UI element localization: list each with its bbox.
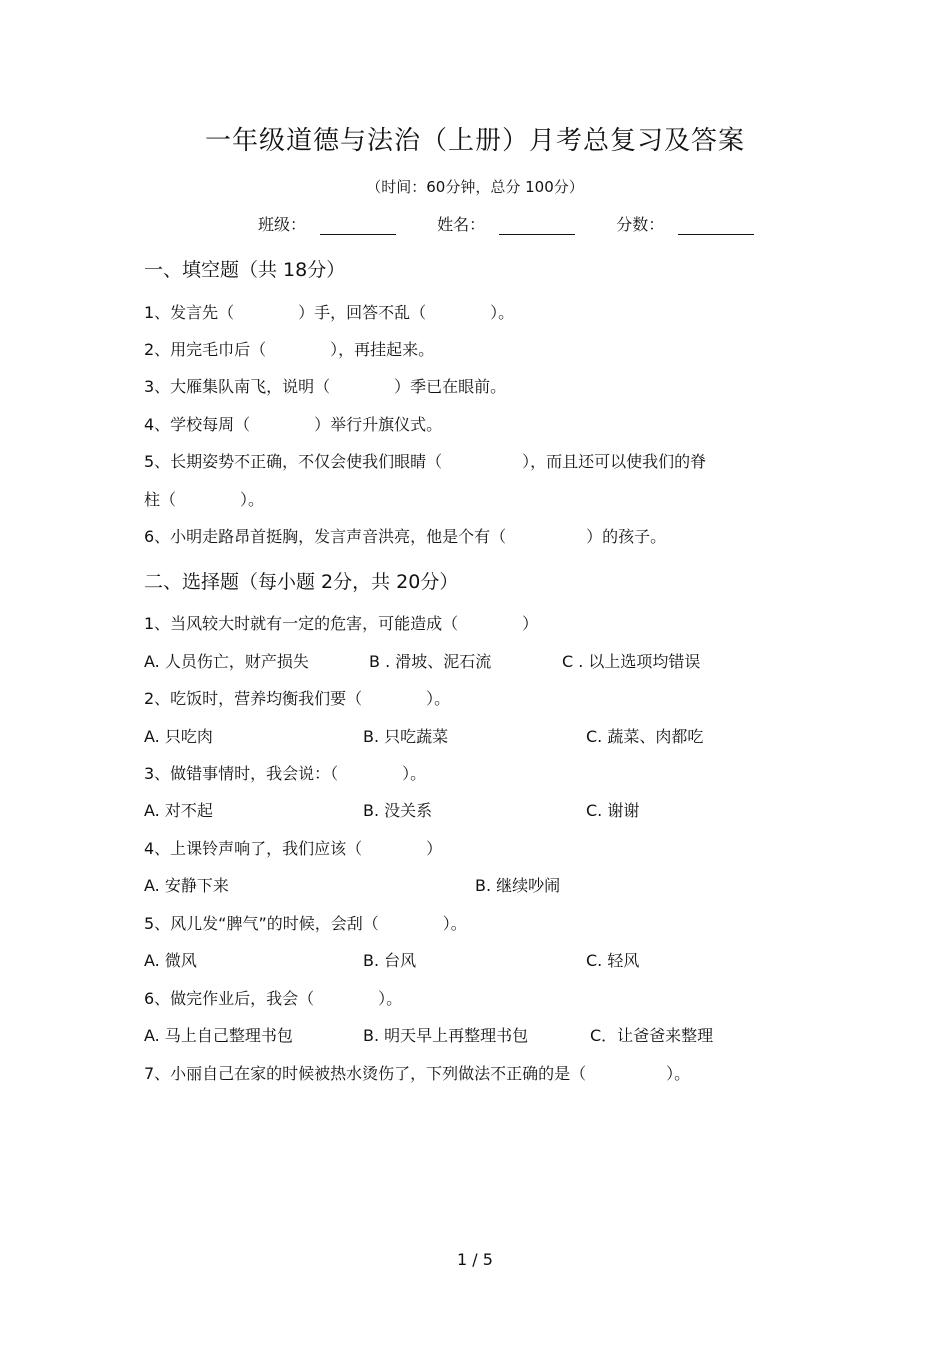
choice-question-2: 2、吃饭时，营养均衡我们要（ ）。 bbox=[144, 689, 451, 708]
class-field bbox=[258, 212, 396, 235]
choice-options-6 bbox=[144, 1023, 844, 1047]
choice-options-3 bbox=[144, 798, 844, 822]
choice-question-5: 5、风儿发“脾气”的时候，会刮（ ）。 bbox=[144, 914, 467, 933]
fill-question: 5、长期姿势不正确，不仅会使我们眼睛（ ），而且还可以使我们的脊 bbox=[144, 452, 707, 471]
fill-question-cont: 柱（ ）。 bbox=[144, 490, 265, 509]
choice-options-5 bbox=[144, 948, 844, 972]
name-field bbox=[437, 212, 575, 235]
option-b: B. 没关系 bbox=[363, 801, 433, 820]
option-a: A. 马上自己整理书包 bbox=[144, 1026, 293, 1045]
choice-question-6: 6、做完作业后，我会（ ）。 bbox=[144, 989, 403, 1008]
name-label: 姓名： bbox=[437, 215, 486, 234]
option-b: B. 台风 bbox=[363, 951, 417, 970]
option-a: A. 只吃肉 bbox=[144, 727, 213, 746]
page-number: 1 / 5 bbox=[457, 1250, 493, 1269]
option-c: C . 以上选项均错误 bbox=[562, 652, 701, 671]
choice-options-1 bbox=[144, 649, 844, 673]
choice-options-4 bbox=[144, 873, 844, 897]
score-field bbox=[616, 212, 754, 235]
section2-heading: 二、选择题（每小题 2分，共 20分） bbox=[144, 571, 459, 593]
option-b: B. 明天早上再整理书包 bbox=[363, 1026, 529, 1045]
option-b: B . 滑坡、泥石流 bbox=[369, 652, 492, 671]
option-a: A. 人员伤亡，财产损失 bbox=[144, 652, 309, 671]
fill-question: 2、用完毛巾后（ ），再挂起来。 bbox=[144, 340, 435, 359]
fill-question: 1、发言先（ ）手，回答不乱（ ）。 bbox=[144, 303, 515, 322]
score-label: 分数： bbox=[616, 215, 665, 234]
option-b: B. 只吃蔬菜 bbox=[363, 727, 449, 746]
section1-heading: 一、填空题（共 18分） bbox=[144, 259, 346, 281]
fill-question: 6、小明走路昂首挺胸，发言声音洪亮，他是个有（ ）的孩子。 bbox=[144, 527, 667, 546]
option-c: C. 谢谢 bbox=[586, 801, 640, 820]
choice-options-2 bbox=[144, 724, 844, 748]
score-blank bbox=[678, 214, 754, 235]
option-a: A. 安静下来 bbox=[144, 876, 229, 895]
fill-question: 4、学校每周（ ）举行升旗仪式。 bbox=[144, 415, 443, 434]
choice-question-1: 1、当风较大时就有一定的危害，可能造成（ ） bbox=[144, 614, 539, 633]
class-blank bbox=[320, 214, 396, 235]
fill-question: 3、大雁集队南飞，说明（ ）季已在眼前。 bbox=[144, 377, 507, 396]
choice-question-4: 4、上课铃声响了，我们应该（ ） bbox=[144, 839, 443, 858]
option-c: C．让爸爸来整理 bbox=[590, 1026, 714, 1045]
option-b: B. 继续吵闹 bbox=[475, 876, 561, 895]
option-a: A. 对不起 bbox=[144, 801, 213, 820]
choice-question-3: 3、做错事情时，我会说：（ ）。 bbox=[144, 764, 427, 783]
option-c: C. 蔬菜、肉都吃 bbox=[586, 727, 704, 746]
option-c: C. 轻风 bbox=[586, 951, 640, 970]
student-info-row bbox=[258, 212, 790, 235]
exam-subtitle: （时间：60分钟，总分 100分） bbox=[366, 178, 584, 196]
choice-question-7: 7、小丽自己在家的时候被热水烫伤了，下列做法不正确的是（ ）。 bbox=[144, 1064, 691, 1083]
name-blank bbox=[499, 214, 575, 235]
exam-title: 一年级道德与法治（上册）月考总复习及答案 bbox=[204, 126, 745, 156]
option-a: A. 微风 bbox=[144, 951, 197, 970]
class-label: 班级： bbox=[258, 215, 307, 234]
